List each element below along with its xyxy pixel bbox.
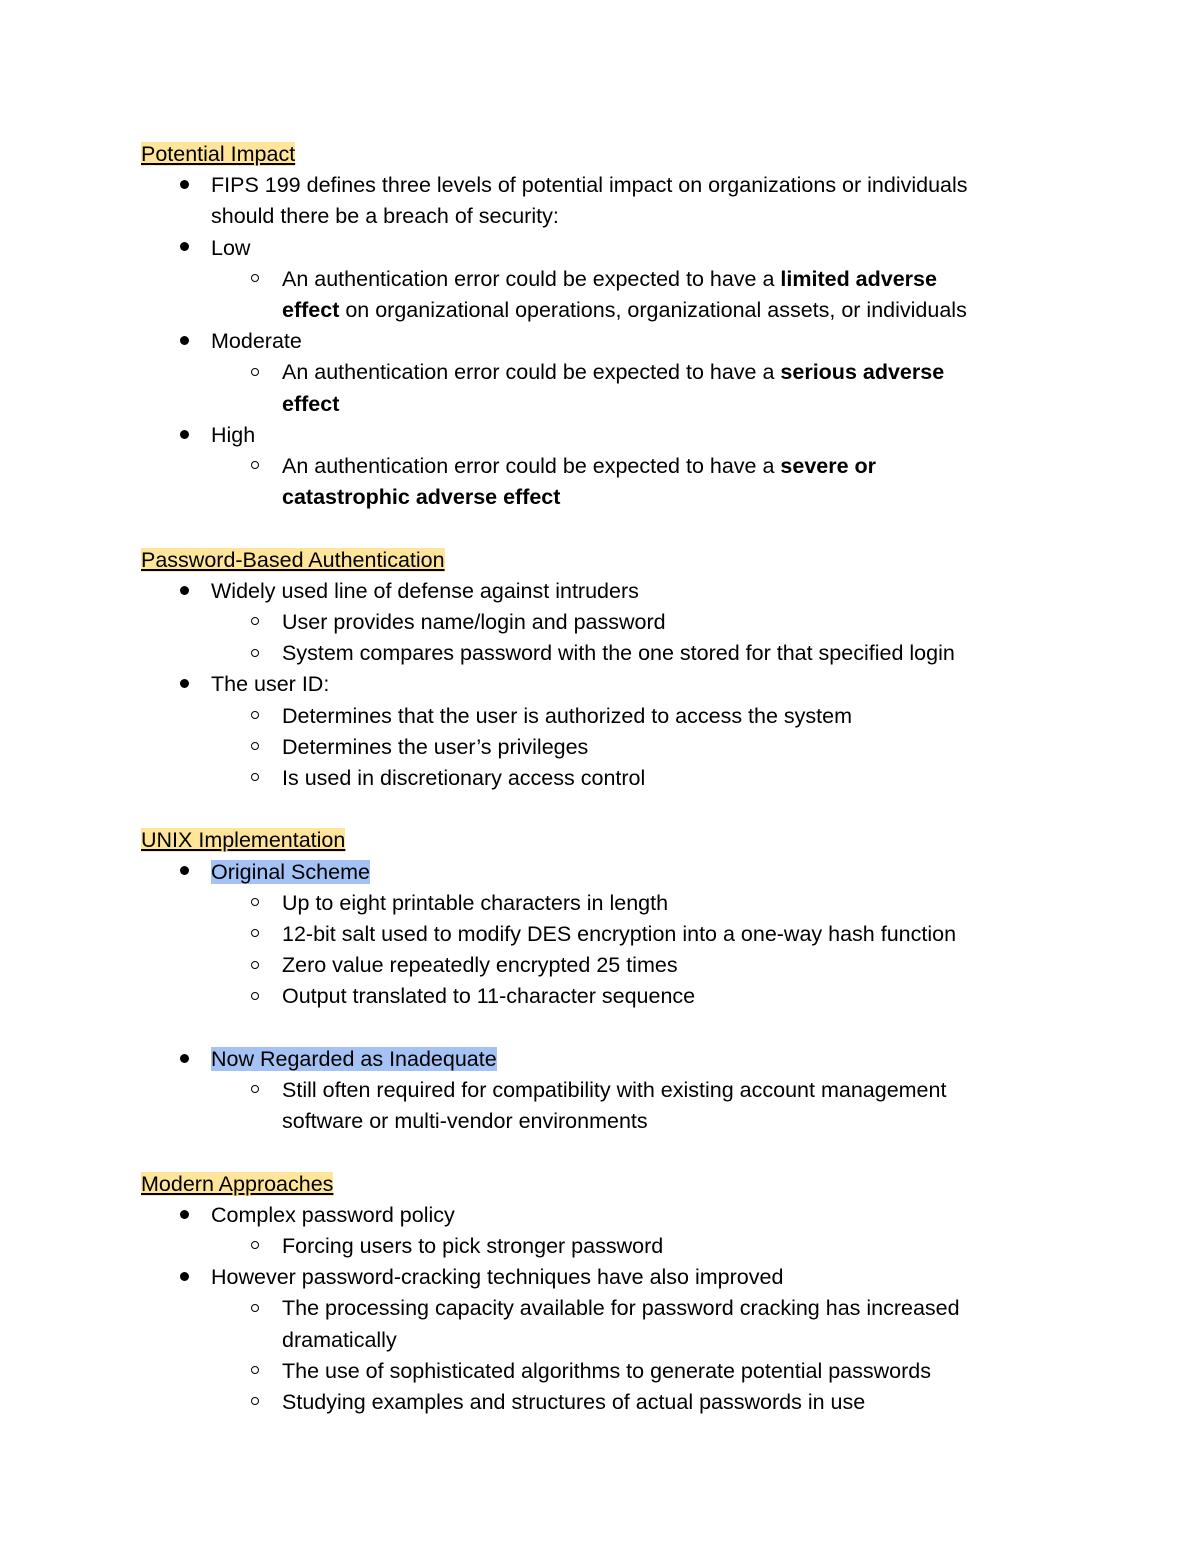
spacer (141, 1137, 1071, 1168)
bullet-circle-icon (245, 1387, 265, 1418)
list-item: Moderate (141, 326, 1071, 357)
bullet-circle-icon (245, 981, 265, 1012)
bullet-circle-icon (245, 732, 265, 763)
spacer (141, 1013, 1071, 1044)
list-item: High (141, 420, 1071, 451)
section-heading-password-auth: Password-Based Authentication (141, 547, 445, 572)
sub-list-item: Determines the user’s privileges (141, 732, 1071, 763)
bullet-circle-icon (245, 638, 265, 669)
list-item: Original Scheme (141, 857, 1071, 888)
bullet-dot-icon (174, 326, 194, 357)
list-item: FIPS 199 defines three levels of potential impact on organizations or individuals (141, 170, 1071, 201)
bullet-dot-icon (174, 1200, 194, 1231)
sub-list-item: An authentication error could be expected to have a serious adverse (141, 357, 1071, 388)
bullet-circle-icon (245, 1293, 265, 1324)
bullet-circle-icon (245, 451, 265, 482)
sub-list-item: System compares password with the one stored for that specified login (141, 638, 1071, 669)
section-heading-unix: UNIX Implementation (141, 828, 346, 853)
bullet-dot-icon (174, 576, 194, 607)
bullet-dot-icon (174, 420, 194, 451)
sub-list-item: The use of sophisticated algorithms to generate potential passwords (141, 1356, 1071, 1387)
bullet-dot-icon (174, 669, 194, 700)
sub-list-item-continuation: dramatically (282, 1327, 397, 1352)
bullet-circle-icon (245, 607, 265, 638)
sub-list-item-continuation: catastrophic adverse effect (282, 485, 561, 510)
bullet-circle-icon (245, 950, 265, 981)
bullet-dot-icon (174, 1262, 194, 1293)
sub-list-item: Output translated to 11-character sequence (141, 981, 1071, 1012)
list-item: Widely used line of defense against intruders (141, 576, 1071, 607)
sub-list-item: Determines that the user is authorized to access the system (141, 701, 1071, 732)
sub-list-item: An authentication error could be expected to have a severe or (141, 451, 1071, 482)
sub-list-item: An authentication error could be expected to have a limited adverse (141, 264, 1071, 295)
sub-list-item: Forcing users to pick stronger password (141, 1231, 1071, 1262)
sub-list-item: Is used in discretionary access control (141, 763, 1071, 794)
sub-list-item: User provides name/login and password (141, 607, 1071, 638)
list-item-continuation: should there be a breach of security: (211, 204, 559, 229)
sub-list-item: Zero value repeatedly encrypted 25 times (141, 950, 1071, 981)
bullet-dot-icon (174, 857, 194, 888)
bullet-dot-icon (174, 170, 194, 201)
bullet-circle-icon (245, 763, 265, 794)
spacer (141, 513, 1071, 544)
list-item: The user ID: (141, 669, 1071, 700)
bullet-circle-icon (245, 1356, 265, 1387)
spacer (141, 794, 1071, 825)
bullet-circle-icon (245, 919, 265, 950)
bullet-dot-icon (174, 1044, 194, 1075)
sub-list-item: 12-bit salt used to modify DES encryption into a one-way hash function (141, 919, 1071, 950)
list-item: However password-cracking techniques have also improved (141, 1262, 1071, 1293)
list-item: Low (141, 233, 1071, 264)
list-item: Now Regarded as Inadequate (141, 1044, 1071, 1075)
sub-list-item: Studying examples and structures of actual passwords in use (141, 1387, 1071, 1418)
bullet-circle-icon (245, 357, 265, 388)
bullet-circle-icon (245, 888, 265, 919)
sub-list-item: Still often required for compatibility with existing account management (141, 1075, 1071, 1106)
bullet-circle-icon (245, 1231, 265, 1262)
sub-list-item-continuation: software or multi-vendor environments (282, 1109, 648, 1134)
section-heading-modern-approaches: Modern Approaches (141, 1171, 334, 1196)
sub-list-item-continuation: effect (282, 391, 340, 416)
bullet-dot-icon (174, 233, 194, 264)
bullet-circle-icon (245, 1075, 265, 1106)
list-item: Complex password policy (141, 1200, 1071, 1231)
sub-list-item: Up to eight printable characters in length (141, 888, 1071, 919)
sub-list-item: The processing capacity available for password cracking has increased (141, 1293, 1071, 1324)
bullet-circle-icon (245, 264, 265, 295)
document-page (141, 139, 1071, 1418)
bullet-circle-icon (245, 701, 265, 732)
section-heading-potential-impact: Potential Impact (141, 142, 296, 166)
sub-list-item-continuation: effect on organizational operations, organizational assets, or individuals (282, 298, 967, 323)
